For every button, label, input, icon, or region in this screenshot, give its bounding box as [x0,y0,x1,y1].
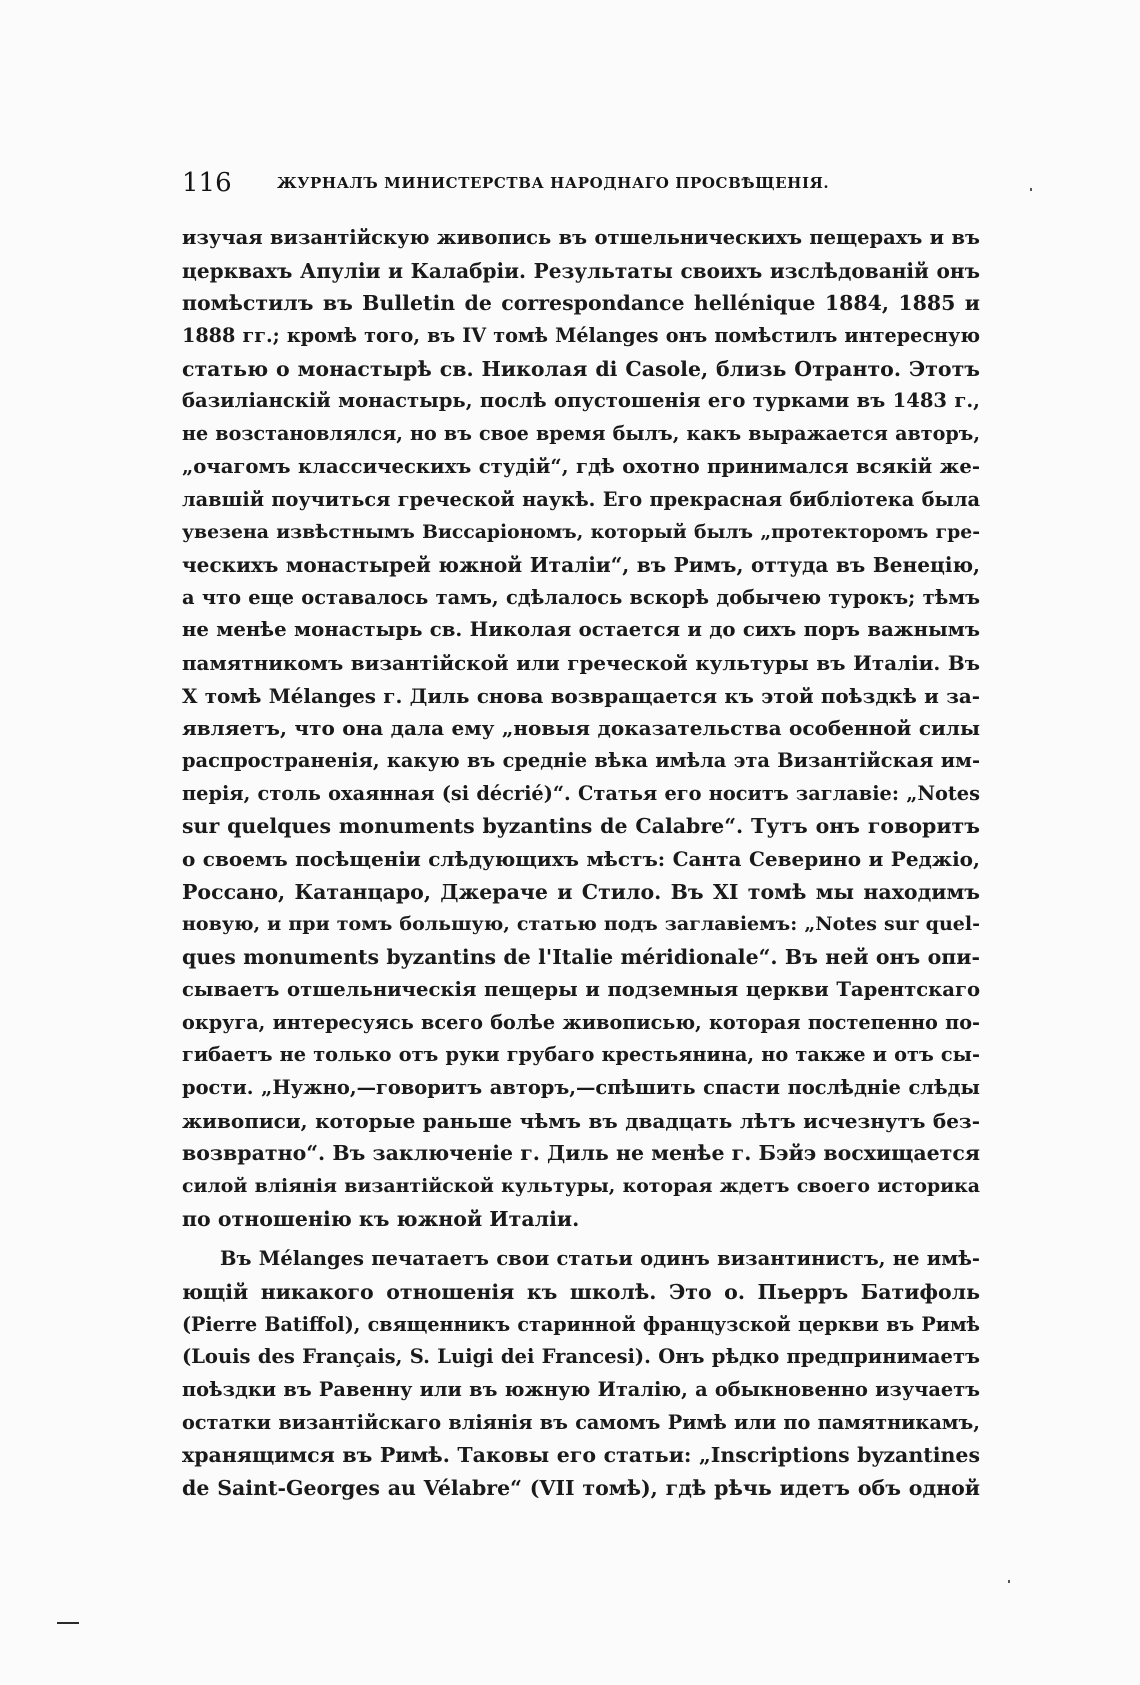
scan-speck [1030,188,1032,191]
text-line: перія, столь охаянная (si décrié)“. Статья его носитъ заглавіе: „Notes [182,781,980,805]
text-line: ческихъ монастырей южной Италіи“, въ Римъ, оттуда въ Венецію, [182,552,980,577]
text-line: гибаетъ не только отъ руки грубаго крестьянина, но также и отъ сы- [182,1043,980,1067]
text-line: не возстановлялся, но въ свое время былъ, какъ выражается авторъ, [182,422,980,446]
text-line: силой вліянія византійской культуры, которая ждетъ своего историка [182,1174,980,1197]
text-line: возвратно“. Въ заключеніе г. Диль не менѣе г. Бэйэ восхищается [182,1141,980,1166]
text-line: ющій никакого отношенія къ школѣ. Это о. Пьерръ Батифоль [182,1280,980,1304]
text-line: 1888 гг.; кромѣ того, въ IV томѣ Mélanges онъ помѣстилъ интересную [182,324,980,348]
text-line: помѣстилъ въ Bulletin de correspondance hellénique 1884, 1885 и [182,291,980,316]
text-line: (Louis des Français, S. Luigi dei Francesi). Онъ рѣдко предпринимаетъ [182,1345,980,1369]
text-line: (Pierre Batiffol), священникъ старинной французской церкви въ Римѣ [182,1312,980,1336]
text-line: лавшій поучиться греческой наукѣ. Его прекрасная библіотека была [182,487,980,511]
body-text [182,222,980,1505]
text-line: de Saint-Georges au Vélabre“ (VII томѣ), гдѣ рѣчь идетъ объ одной [182,1476,980,1501]
text-line: sur quelques monuments byzantins de Calabre“. Тутъ онъ говоритъ [182,814,980,839]
text-line: о своемъ посѣщеніи слѣдующихъ мѣстъ: Санта Северино и Реджіо, [182,847,980,872]
scan-speck [1008,1580,1010,1583]
text-line: изучая византійскую живопись въ отшельническихъ пещерахъ и въ [182,226,980,249]
text-line: „очагомъ классическихъ студій“, гдѣ охотно принимался всякій же- [182,454,980,478]
text-line: живописи, которые раньше чѣмъ въ двадцать лѣтъ исчезнутъ без- [182,1108,980,1133]
text-line: не менѣе монастырь св. Николая остается и до сихъ поръ важнымъ [182,618,980,642]
text-line: а что еще оставалось тамъ, сдѣлалось вскорѣ добычею турокъ; тѣмъ [182,585,980,609]
text-line: церквахъ Апуліи и Калабріи. Результаты своихъ изслѣдованій онъ [182,258,980,283]
text-line: X томѣ Mélanges г. Диль снова возвращается къ этой поѣздкѣ и за- [182,683,980,708]
paragraph-spacing [182,1235,980,1243]
page-header [182,168,982,202]
page-number: 116 [182,168,232,198]
text-line: округа, интересуясь всего болѣе живописью, которая постепенно по- [182,1010,980,1034]
text-line: остатки византійскаго вліянія въ самомъ Римѣ или по памятникамъ, [182,1410,980,1434]
text-line: новую, и при томъ большую, статью подъ заглавіемъ: „Notes sur quel- [182,913,980,936]
paragraph-2 [182,1243,980,1505]
text-line: базиліанскій монастырь, послѣ опустошенія его турками въ 1483 г., [182,389,980,413]
text-line: сываетъ отшельническія пещеры и подземныя церкви Тарентскаго [182,977,980,1001]
text-line: Россано, Катанцаро, Джераче и Стило. Въ XI томѣ мы находимъ [182,879,980,904]
text-line: хранящимся въ Римѣ. Таковы его статьи: „Inscriptions byzantines [182,1443,980,1468]
text-line: являетъ, что она дала ему „новыя доказательства особенной силы [182,716,980,741]
running-title: ЖУРНАЛЪ МИНИСТЕРСТВА НАРОДНАГО ПРОСВѢЩЕНІЯ. [277,174,830,192]
text-line: Въ Mélanges печатаетъ свои статьи одинъ византинистъ, не имѣ- [220,1247,980,1271]
text-line: по отношенію къ южной Италіи. [182,1206,580,1231]
text-line: статью о монастырѣ св. Николая di Casole, близь Отранто. Этотъ [182,356,980,381]
paragraph-1 [182,222,980,1235]
margin-mark [57,1622,79,1624]
text-line: памятникомъ византійской или греческой культуры въ Италіи. Въ [182,650,980,675]
text-line: поѣздки въ Равенну или въ южную Италію, а обыкновенно изучаетъ [182,1378,980,1402]
text-line: распространенія, какую въ средніе вѣка имѣла эта Византійская им- [182,749,980,772]
text-line: увезена извѣстнымъ Виссаріономъ, который былъ „протекторомъ гре- [182,521,980,544]
text-line: рости. „Нужно,—говоритъ авторъ,—спѣшить спасти послѣдніе слѣды [182,1075,980,1099]
text-line: ques monuments byzantins de l'Italie méridionale“. Въ ней онъ опи- [182,945,980,970]
